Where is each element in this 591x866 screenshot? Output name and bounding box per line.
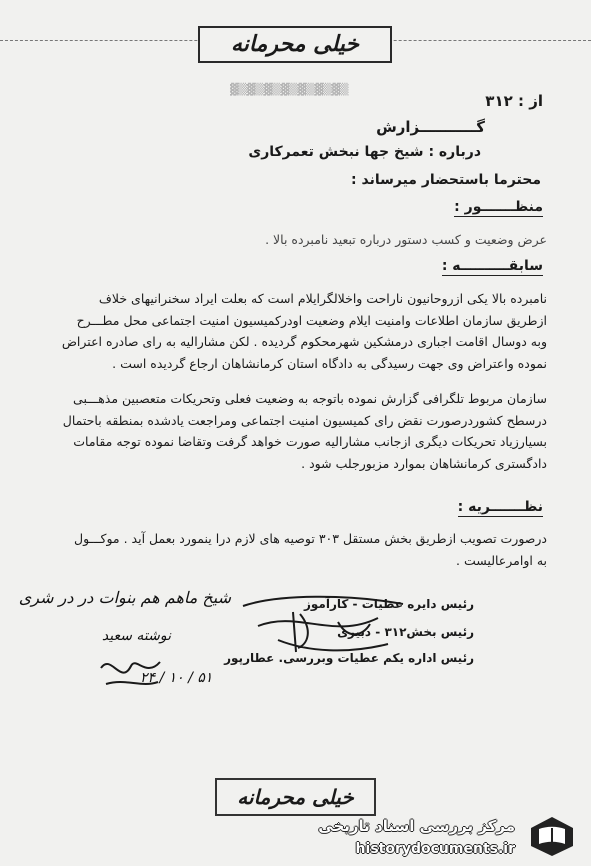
background-heading: سابقــــــــــه :	[441, 258, 543, 274]
signature-line-3: رئیس اداره یکم عطیات وبررسی. عطارپور	[224, 651, 474, 665]
text-line: نموده واعتراض وی جهت رسیدگی به دادگاه استان کرمانشاهان ارجاع گردیده است .	[112, 355, 547, 371]
classification-stamp-top: خیلی محرمانه	[198, 26, 392, 63]
purpose-heading: منظـــــــور :	[454, 199, 543, 215]
from-number: ۳۱۲	[485, 92, 513, 110]
signature-scribble	[238, 592, 408, 662]
text-line: درسطح کشوردرصورت نقض رای کمیسیون امنیت اجتماعی ومراجعت یادشده بمنطقه باحتمال	[62, 412, 547, 428]
archive-logo-icon	[527, 814, 577, 858]
report-title: گـــــــــــزارش	[376, 118, 485, 136]
signature-line-1: رئیس دایره عطیات - کارآموز	[303, 597, 474, 611]
purpose-paragraph: عرض وضعیت و کسب دستور درباره تبعید نامبرده بالا .	[265, 232, 547, 247]
text-line: ازطریق سازمان اطلاعات وامنیت ایلام وضعیت اودرکمیسیون امنیت اجتماعی محل مطـــرح	[76, 312, 547, 328]
opinion-heading: نظـــــــریه :	[457, 499, 543, 515]
text-line: دادگستری کرمانشاهان بموارد مزبورجلب شود .	[301, 455, 547, 471]
watermark-banner	[300, 808, 591, 866]
classification-stamp-bottom: خیلی محرمانه	[215, 778, 376, 816]
from-label: از :	[518, 92, 543, 110]
handwritten-note: شیخ ماهم هم بنوات در در شری	[18, 588, 231, 607]
watermark-url: historydocuments.ir	[355, 841, 515, 857]
text-line: بسیارزیاد تحریکات دیگری ازجانب مشارالیه صورت خواهد گرفت وتقاضا نموده توجه مقامات	[73, 434, 547, 449]
signature-line-2: رئیس بخش۳۱۲ - دبیری	[337, 625, 474, 639]
text-line: سازمان مربوط تلگرافی گزارش نموده باتوجه به وضعیت فعلی وتحریکات متعصبین مذهـــبی	[73, 391, 547, 406]
report-subject: درباره : شیخ جها نبخش تعمرکاری	[248, 144, 481, 160]
handwritten-date: ۲۴ / ۱۰ / ۵۱	[140, 670, 213, 686]
report-greeting: محترما باستحضار میرساند :	[351, 172, 541, 188]
initials-scribble	[96, 648, 166, 692]
text-line: وبه دوسال اقامت اجباری درمشکین شهرمحکوم گردیده . لکن مشارالیه به رای صادره اعتراض	[61, 334, 547, 349]
watermark-title: مرکز بررسی اسناد تاریخی	[318, 817, 515, 835]
handwritten-name: نوشته سعید	[101, 628, 171, 644]
text-line: نامبرده بالا یکی ازروحانیون ناراحت واخلالگرایلام است که بعلت ایراد سخنرانیهای خلاف	[98, 291, 547, 306]
background-paragraph-2	[37, 388, 547, 474]
from-line	[485, 92, 543, 110]
opinion-paragraph	[37, 528, 547, 571]
faded-stamp-mark: ▓▒▓▒▓▒▓▒▓▒▓▒▓▒	[230, 83, 349, 96]
text-line: به اوامرعالیست .	[456, 552, 547, 568]
background-paragraph-1	[37, 288, 547, 374]
text-line: درصورت تصویب ازطریق بخش مستقل ۳۰۳ توصیه های لازم درا ینمورد بعمل آید . موکـــول	[74, 531, 547, 546]
